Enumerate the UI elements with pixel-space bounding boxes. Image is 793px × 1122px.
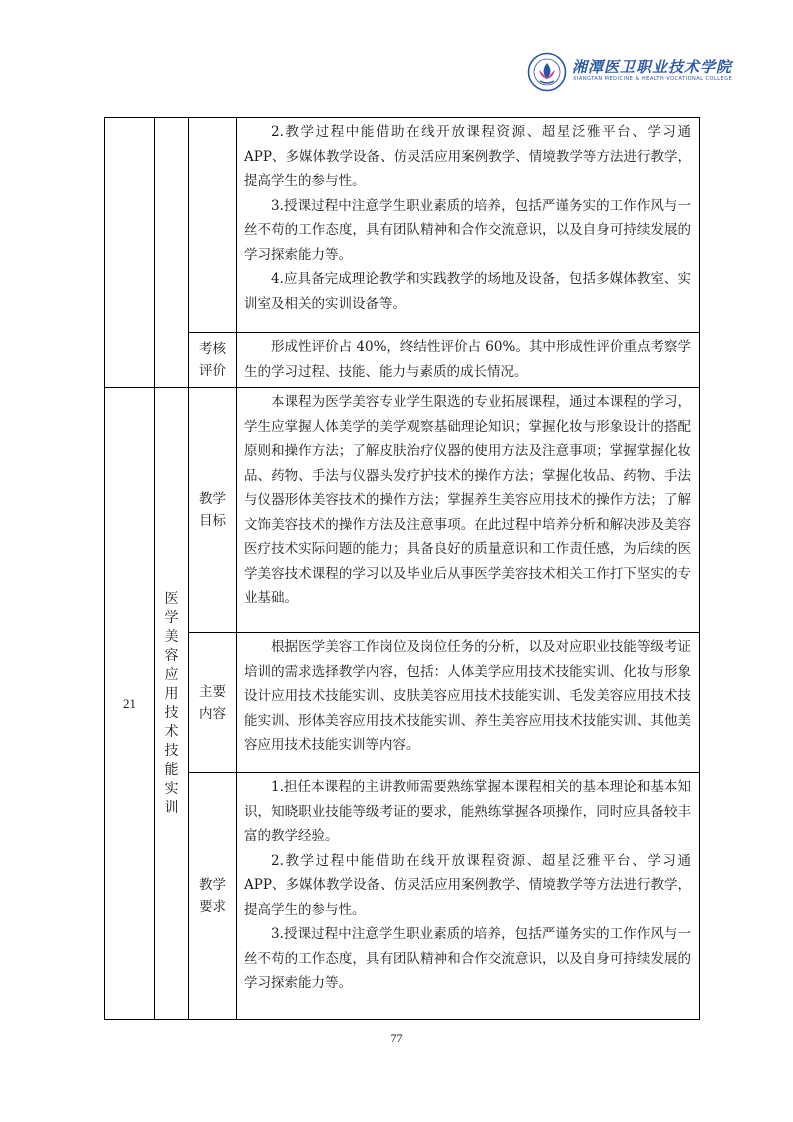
- assessment-label: 考核评价: [189, 333, 237, 388]
- goal-text: 本课程为医学美容专业学生限选的专业拓展课程，通过本课程的学习，学生应掌握人体美学的美学观察基础理论知识；掌握化妆与形象设计的搭配原则和操作方法；了解皮肤治疗仪器的使用方法及注意事项；掌握掌握化妆品、药物、手法与仪器头发疗护技术的操作方法；掌握化妆品、药物、手法与仪器形体美容技术的操作方法；掌握养生美容应用技术的操作方法；了解文饰美容技术的操作方法及注意事项。在此过程中培养分析和解决涉及美容医疗技术实际问题的能力；具备良好的质量意识和工作责任感，为后续的医学美容技术课程的学习以及毕业后从事医学美容技术相关工作打下坚实的专业基础。: [244, 394, 691, 606]
- goal-content: [237, 388, 700, 633]
- content-cell: [237, 633, 700, 773]
- row21-requirements: [105, 773, 700, 1020]
- req-label: 教学要求: [189, 773, 237, 1020]
- college-name: 湘潭医卫职业技术学院: [572, 58, 733, 76]
- prev-number-cell: [105, 118, 155, 388]
- course-name-text: 医学美容应用技术技能实训: [164, 590, 179, 816]
- curriculum-table: [104, 117, 700, 1020]
- prev-req-item-2: 2.教学过程中能借助在线开放课程资源、超星泛雅平台、学习通 APP、多媒体教学设备、仿灵活应用案例教学、情境教学等方法进行教学，提高学生的参与性。: [244, 124, 691, 189]
- row-number: 21: [105, 388, 155, 1020]
- content-label: 主要内容: [189, 633, 237, 773]
- req-item-3: 3.授课过程中注意学生职业素质的培养，包括严谨务实的工作作风与一丝不苟的工作态度，具有团队精神和合作交流意识，以及自身可持续发展的学习探索能力等。: [244, 926, 691, 991]
- prev-row-requirements: [105, 118, 700, 333]
- prev-req-item-3: 3.授课过程中注意学生职业素质的培养，包括严谨务实的工作作风与一丝不苟的工作态度，具有团队精神和合作交流意识，以及自身可持续发展的学习探索能力等。: [244, 197, 691, 263]
- prev-row-assessment: [105, 333, 700, 388]
- row21-goal: [105, 388, 700, 633]
- prev-req-item-4: 4.应具备完成理论教学和实践教学的场地及设备，包括多媒体教室、实训室及相关的实训设备等。: [244, 271, 691, 312]
- assessment-text: 形成性评价占 40%，终结性评价占 60%。其中形成性评价重点考察学生的学习过程、技能、能力与素质的成长情况。: [244, 339, 691, 380]
- course-name: [155, 388, 189, 1020]
- req-content: [237, 773, 700, 1020]
- prev-course-cell: [155, 118, 189, 388]
- college-logo: [527, 52, 742, 94]
- req-item-2: 2.教学过程中能借助在线开放课程资源、超星泛雅平台、学习通 APP、多媒体教学设备、仿灵活应用案例教学、情境教学等方法进行教学，提高学生的参与性。: [244, 852, 691, 918]
- page-number: 77: [390, 1031, 403, 1045]
- row21-content: [105, 633, 700, 773]
- req-item-1: 1.担任本课程的主讲教师需要熟练掌握本课程相关的基本理论和基本知识，知晓职业技能等级考证的要求，能熟练掌握各项操作，同时应具备较丰富的教学经验。: [244, 779, 691, 844]
- assessment-content: [237, 333, 700, 388]
- prev-req-label-cell: [189, 118, 237, 333]
- college-seal-icon: [527, 52, 567, 92]
- college-name-en: XIANGTAN MEDICINE & HEALTH VOCATIONAL COLLEGE: [573, 76, 733, 82]
- prev-req-content: [237, 118, 700, 333]
- content-text: 根据医学美容工作岗位及岗位任务的分析，以及对应职业技能等级考证培训的需求选择教学内容，包括：人体美学应用技术技能实训、化妆与形象设计应用技术技能实训、皮肤美容应用技术技能实训、毛发美容应用技术技能实训、形体美容应用技术技能实训、养生美容应用技术技能实训、其他美容应用技术技能实训等内容。: [244, 639, 691, 753]
- goal-label: 教学目标: [189, 388, 237, 633]
